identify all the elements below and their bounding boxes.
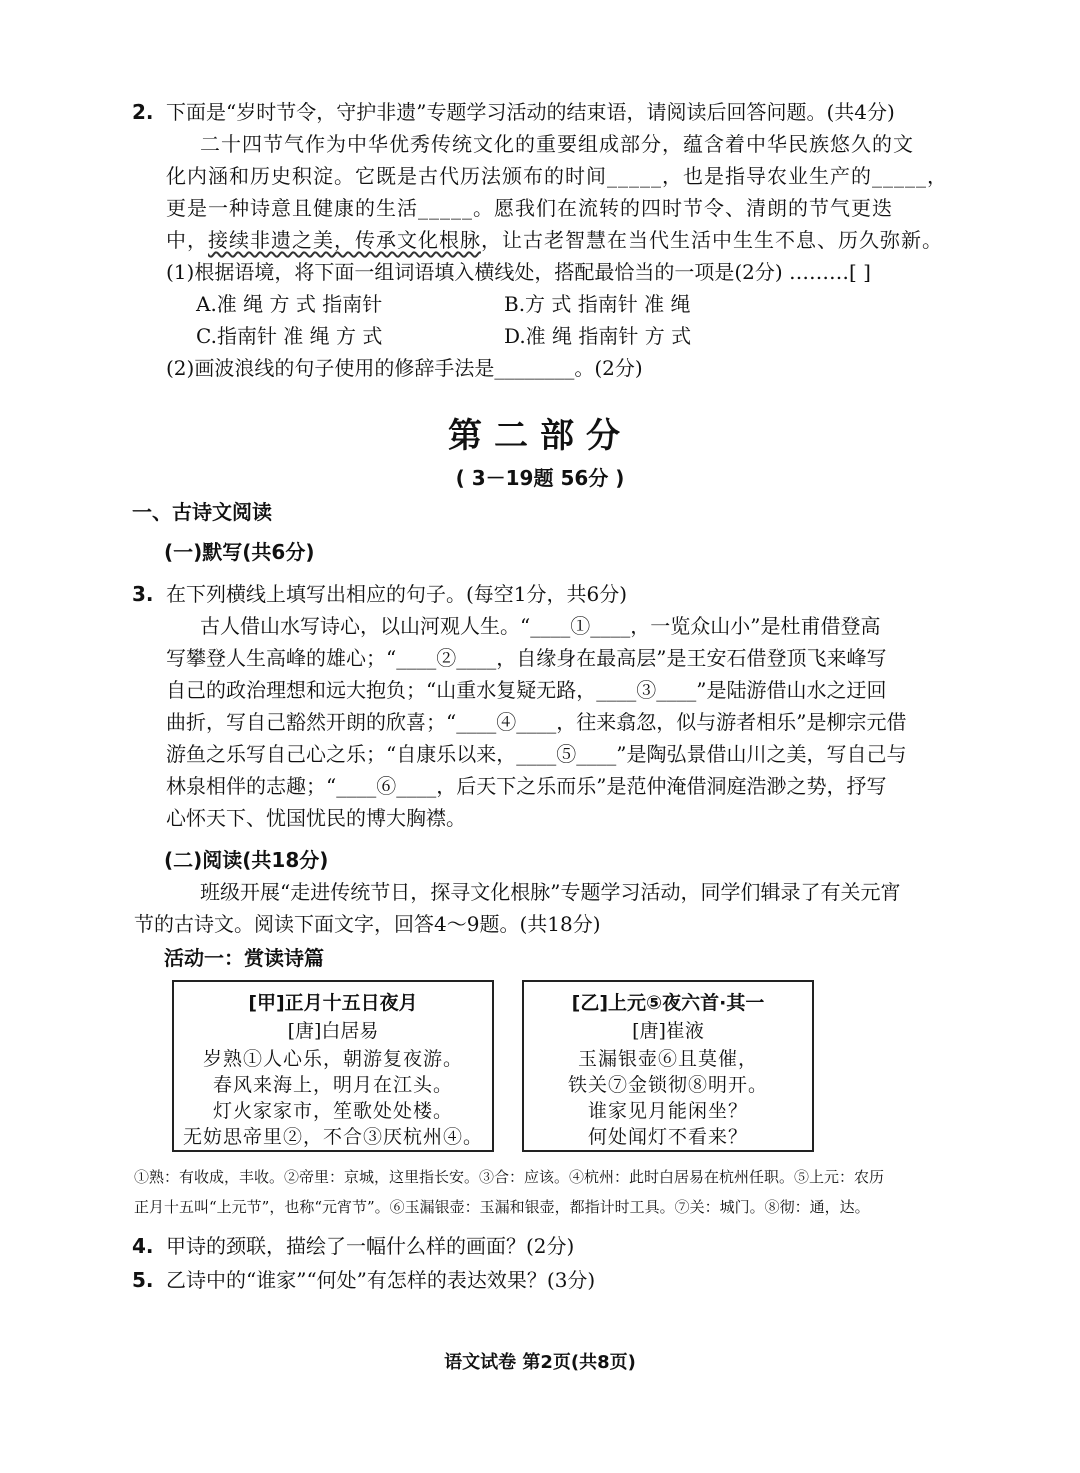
poem-a-author: [唐]白居易 (287, 1020, 379, 1042)
part-title: 第二部分 (448, 416, 632, 456)
poem-a-line: 岁熟①人心乐，朝游复夜游。 (202, 1048, 463, 1070)
q3-line-4: 曲折，写自己豁然开朗的欣喜；“____④____，往来翕忽，似与游者相乐”是柳宗元借 (166, 710, 907, 734)
q3-line-6: 林泉相伴的志趣；“____⑥____，后天下之乐而乐”是范仲淹借洞庭浩渺之势，抒写 (166, 774, 887, 798)
reading-intro-line-2: 节的古诗文。阅读下面文字，回答4～9题。(共18分) (134, 912, 601, 936)
q2-passage-line-1: 二十四节气作为中华优秀传统文化的重要组成部分，蕴含着中华民族悠久的文 (200, 132, 914, 156)
q3-line-2: 写攀登人生高峰的雄心；“____②____，自缘身在最高层”是王安石借登顶飞来峰写 (166, 646, 887, 670)
question-2-number: 2. (132, 100, 154, 124)
q3-line-7: 心怀天下、忧国忧民的博大胸襟。 (166, 806, 466, 830)
subsection-dictation: (一)默写(共6分) (164, 540, 315, 564)
poem-a-line: 春风来海上，明月在江头。 (212, 1074, 453, 1096)
poem-b-title: [乙]上元⑤夜六首·其一 (571, 992, 765, 1014)
poem-b-line: 谁家见月能闲坐？ (587, 1100, 748, 1122)
q2-p4-start: 中， (166, 228, 208, 252)
q2-passage-line-3: 更是一种诗意且健康的生活_____。愿我们在流转的四时节令、清朗的节气更迭 (166, 196, 893, 220)
subsection-reading: (二)阅读(共18分) (164, 848, 329, 872)
q3-line-3: 自己的政治理想和远大抱负；“山重水复疑无路，____③____”是陆游借山水之迂回 (166, 678, 887, 702)
activity-one-heading: 活动一：赏读诗篇 (164, 946, 324, 970)
question-5-text: 乙诗中的“谁家”“何处”有怎样的表达效果？(3分) (166, 1268, 596, 1292)
q2-sub-question-2: (2)画波浪线的句子使用的修辞手法是________。(2分) (166, 356, 643, 380)
option-d: D.准 绳 指南针 方 式 (504, 324, 692, 348)
q2-sub-question-1: (1)根据语境，将下面一组词语填入横线处，搭配最恰当的一项是(2分) ………[ ] (166, 260, 871, 284)
reading-intro-line-1: 班级开展“走进传统节日，探寻文化根脉”专题学习活动，同学们辑录了有关元宵 (200, 880, 901, 904)
q3-line-5: 游鱼之乐写自己心之乐；“自康乐以来，____⑤____”是陶弘景借山川之美，写自己与 (166, 742, 907, 766)
question-3-number: 3. (132, 582, 154, 606)
question-4-text: 甲诗的颈联，描绘了一幅什么样的画面？(2分) (166, 1234, 575, 1258)
poem-b-author: [唐]崔液 (632, 1020, 704, 1042)
poem-a-box (172, 980, 494, 1152)
poem-b-box (522, 980, 814, 1152)
section-heading: 一、古诗文阅读 (132, 500, 272, 524)
option-a: A.准 绳 方 式 指南针 (196, 292, 383, 316)
page-footer: 语文试卷 第2页(共8页) (444, 1352, 636, 1373)
question-3-stem: 在下列横线上填写出相应的句子。(每空1分，共6分) (166, 582, 628, 606)
annotation-line-2: 正月十五叫“上元节”，也称“元宵节”。⑥玉漏银壶：玉漏和银壶，都指计时工具。⑦关：城门。⑧彻：通，达。 (134, 1198, 870, 1216)
poem-a-line: 灯火家家市，笙歌处处楼。 (212, 1100, 453, 1122)
question-5-number: 5. (132, 1268, 154, 1292)
q2-p4-end: ，让古老智慧在当代生活中生生不息、历久弥新。 (481, 228, 943, 252)
poem-b-line: 玉漏银壶⑥且莫催， (577, 1048, 758, 1070)
poem-b-line: 铁关⑦金锁彻⑧明开。 (567, 1074, 768, 1096)
wavy-underlined-sentence: 接续非遗之美，传承文化根脉 (208, 228, 481, 252)
q2-passage-line-4 (166, 226, 943, 254)
q3-line-1: 古人借山水写诗心，以山河观人生。“____①____，一览众山小”是杜甫借登高 (200, 614, 881, 638)
option-b: B.方 式 指南针 准 绳 (504, 292, 691, 316)
question-2-stem: 下面是“岁时节令，守护非遗”专题学习活动的结束语，请阅读后回答问题。(共4分) (166, 100, 895, 124)
option-c: C.指南针 准 绳 方 式 (196, 324, 383, 348)
question-4-number: 4. (132, 1234, 154, 1258)
poem-a-line: 无妨思帝里②，不合③厌杭州④。 (182, 1126, 483, 1148)
q2-passage-line-2: 化内涵和历史积淀。它既是古代历法颁布的时间_____，也是指导农业生产的_____， (166, 164, 948, 188)
annotation-line-1: ①熟：有收成，丰收。②帝里：京城，这里指长安。③合：应该。④杭州：此时白居易在杭州任职。⑤上元：农历 (134, 1168, 885, 1186)
poem-a-title: [甲]正月十五日夜月 (248, 992, 418, 1014)
part-subtitle: ( 3－19题 56分 ) (455, 466, 625, 490)
poem-b-line: 何处闻灯不看来？ (587, 1126, 748, 1148)
